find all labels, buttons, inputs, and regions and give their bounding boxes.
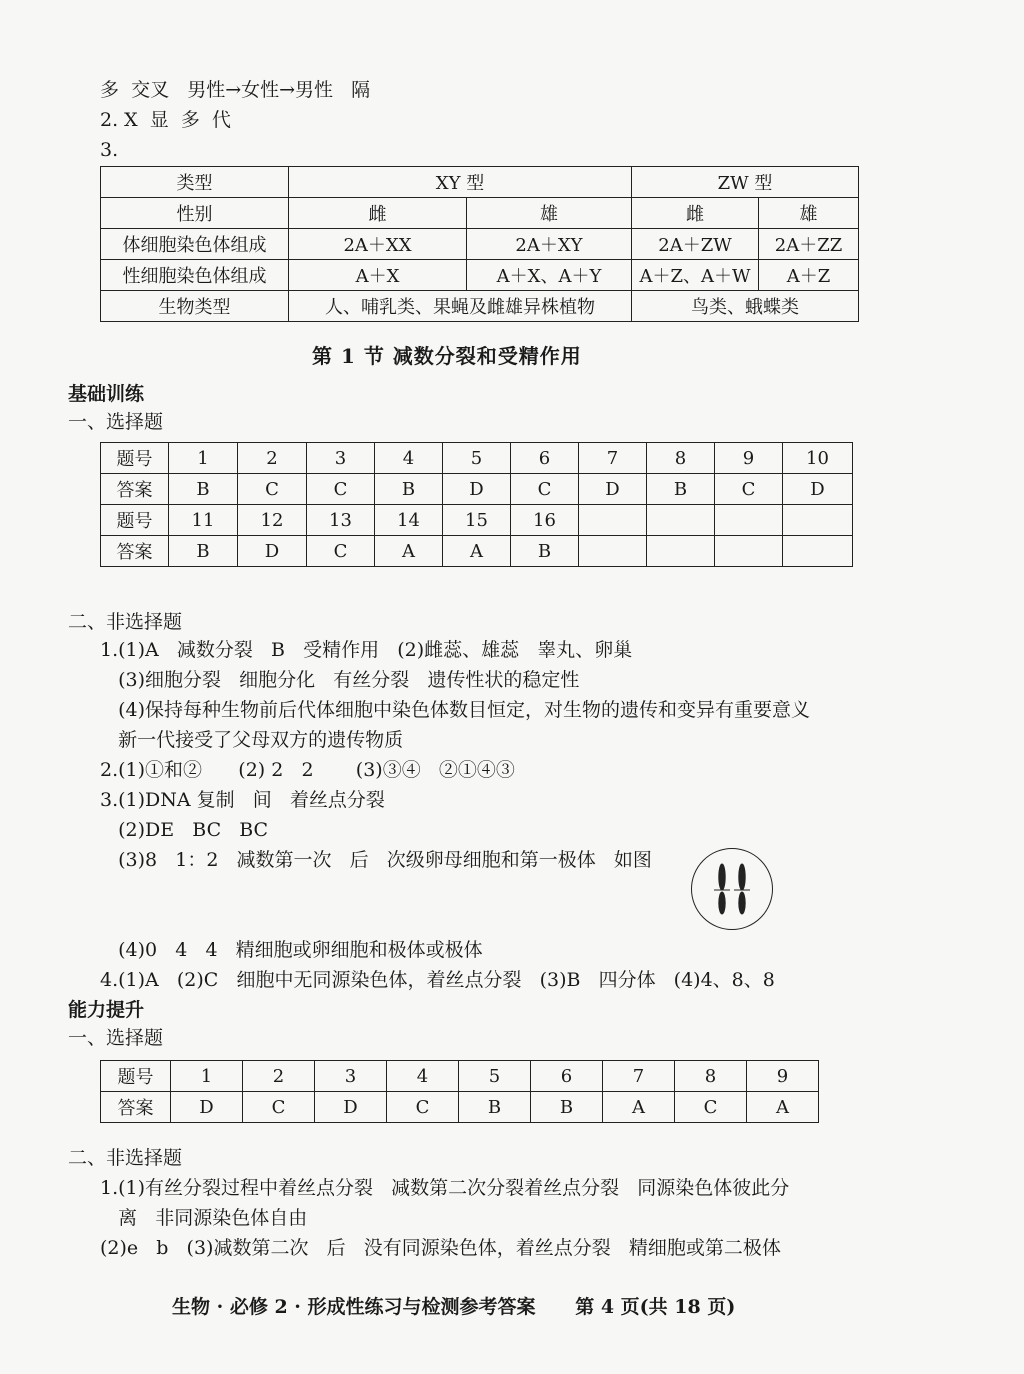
basic-answer-line: 新一代接受了父母双方的遗传物质 [100, 729, 404, 751]
table-cell [715, 505, 783, 536]
basic-answer-line: 4.(1)A (2)C 细胞中无同源染色体，着丝点分裂 (3)B 四分体 (4)4、8、8 [100, 969, 775, 991]
basic-answer-line: (4)0 4 4 精细胞或卵细胞和极体或极体 [100, 939, 483, 961]
table-cell: C [307, 536, 375, 567]
table-cell: 8 [647, 443, 715, 474]
table-cell: 体细胞染色体组成 [101, 229, 289, 260]
table-cell: 性别 [101, 198, 289, 229]
table-row [101, 474, 853, 505]
table-cell: 1 [171, 1061, 243, 1092]
intro-line-1: 多 交叉 男性→女性→男性 隔 [100, 79, 371, 101]
table-cell: 6 [511, 443, 579, 474]
table-cell: A [747, 1092, 819, 1123]
table-cell: 生物类型 [101, 291, 289, 322]
basic-answer-line: 1.(1)A 减数分裂 B 受精作用 (2)雌蕊、雄蕊 睾丸、卵巢 [100, 639, 633, 661]
table-cell: 答案 [101, 536, 169, 567]
table-cell: 题号 [101, 1061, 171, 1092]
table-cell: B [169, 536, 238, 567]
table-cell: C [511, 474, 579, 505]
basic-heading: 基础训练 [68, 383, 145, 405]
table-cell: ZW 型 [632, 167, 859, 198]
advanced-heading: 能力提升 [68, 999, 145, 1021]
basic-choice-table [100, 442, 853, 567]
basic-answer-line: (2)DE BC BC [100, 819, 269, 841]
table-cell: 1 [169, 443, 238, 474]
table-cell: A＋Z、A＋W [632, 260, 759, 291]
table-cell: 雌 [632, 198, 759, 229]
table-cell: 2A＋XY [467, 229, 632, 260]
advanced-answer-line: (2)e b (3)减数第二次 后 没有同源染色体，着丝点分裂 精细胞或第二极体 [100, 1237, 781, 1259]
table-cell: C [243, 1092, 315, 1123]
table-cell: D [443, 474, 511, 505]
table-cell: 15 [443, 505, 511, 536]
table-cell: A [603, 1092, 675, 1123]
table-cell: 2A＋XX [289, 229, 467, 260]
table-cell: 类型 [101, 167, 289, 198]
table-cell: A＋Z [759, 260, 859, 291]
table-cell: B [647, 474, 715, 505]
table-cell: 16 [511, 505, 579, 536]
table-cell: C [675, 1092, 747, 1123]
table-cell: 答案 [101, 1092, 171, 1123]
table-cell: D [579, 474, 647, 505]
basic-nonchoice-heading: 二、非选择题 [68, 611, 183, 633]
table-cell: 11 [169, 505, 238, 536]
table-cell: 题号 [101, 505, 169, 536]
table-cell: XY 型 [289, 167, 632, 198]
table-cell: 答案 [101, 474, 169, 505]
cell-diagram [691, 848, 773, 930]
table-cell: C [715, 474, 783, 505]
table-cell: 5 [443, 443, 511, 474]
table-cell: B [511, 536, 579, 567]
table-cell [647, 536, 715, 567]
table-cell: A＋X、A＋Y [467, 260, 632, 291]
table-cell: 12 [238, 505, 307, 536]
basic-answer-line: 3.(1)DNA 复制 间 着丝点分裂 [100, 789, 385, 811]
table-row [101, 1061, 819, 1092]
table-cell: B [169, 474, 238, 505]
basic-answer-line: 2.(1)①和② (2) 2 2 (3)③④ ②①④③ [100, 759, 515, 781]
table-cell: 雌 [289, 198, 467, 229]
table-cell: 3 [307, 443, 375, 474]
table-cell: 10 [783, 443, 853, 474]
advanced-choice-table [100, 1060, 819, 1123]
advanced-choice-heading: 一、选择题 [68, 1027, 164, 1049]
table-cell [715, 536, 783, 567]
table-cell [579, 505, 647, 536]
table-cell: 题号 [101, 443, 169, 474]
table-cell: B [375, 474, 443, 505]
advanced-nonchoice-heading: 二、非选择题 [68, 1147, 183, 1169]
advanced-answer-line: 1.(1)有丝分裂过程中着丝点分裂 减数第二次分裂着丝点分裂 同源染色体彼此分 [100, 1177, 790, 1199]
table-cell: 雄 [467, 198, 632, 229]
table-cell: 2A＋ZW [632, 229, 759, 260]
basic-choice-heading: 一、选择题 [68, 411, 164, 433]
table-cell: C [307, 474, 375, 505]
intro-line-2: 2. X 显 多 代 [100, 109, 231, 131]
table-cell: 8 [675, 1061, 747, 1092]
table-cell: 人、哺乳类、果蝇及雌雄异株植物 [289, 291, 632, 322]
table-row [101, 536, 853, 567]
table-cell: A [443, 536, 511, 567]
table-cell: B [531, 1092, 603, 1123]
table-cell: 5 [459, 1061, 531, 1092]
table-cell: 14 [375, 505, 443, 536]
table-cell: A [375, 536, 443, 567]
table-cell [579, 536, 647, 567]
table-cell: D [783, 474, 853, 505]
table-cell: 7 [603, 1061, 675, 1092]
basic-answer-line: (4)保持每种生物前后代体细胞中染色体数目恒定，对生物的遗传和变异有重要意义 [100, 699, 811, 721]
table-cell: 3 [315, 1061, 387, 1092]
table-cell: 4 [387, 1061, 459, 1092]
table-cell: 性细胞染色体组成 [101, 260, 289, 291]
table-cell: 2 [243, 1061, 315, 1092]
advanced-answer-line: 离 非同源染色体自由 [100, 1207, 308, 1229]
table-row [101, 505, 853, 536]
table-cell: 9 [715, 443, 783, 474]
table-cell: 4 [375, 443, 443, 474]
table-cell: A＋X [289, 260, 467, 291]
table-cell [783, 505, 853, 536]
basic-answer-line: (3)细胞分裂 细胞分化 有丝分裂 遗传性状的稳定性 [100, 669, 580, 691]
table-cell: D [315, 1092, 387, 1123]
table-cell: 2 [238, 443, 307, 474]
table-cell: 13 [307, 505, 375, 536]
table-cell [647, 505, 715, 536]
page-footer: 生物 · 必修 2 · 形成性练习与检测参考答案 第 4 页(共 18 页) [172, 1296, 736, 1318]
table-cell: D [238, 536, 307, 567]
table-cell [783, 536, 853, 567]
table-cell: C [238, 474, 307, 505]
table-cell: 6 [531, 1061, 603, 1092]
intro-line-3: 3. [100, 139, 119, 161]
table-row [101, 1092, 819, 1123]
table-cell: 雄 [759, 198, 859, 229]
table-cell: 2A＋ZZ [759, 229, 859, 260]
sex-determination-table [100, 166, 859, 322]
table-row [101, 443, 853, 474]
table-cell: C [387, 1092, 459, 1123]
section-title: 第 1 节 减数分裂和受精作用 [312, 344, 582, 368]
table-cell: 7 [579, 443, 647, 474]
basic-answer-line: (3)8 1：2 减数第一次 后 次级卵母细胞和第一极体 如图 [100, 849, 652, 871]
table-cell: D [171, 1092, 243, 1123]
chromosome-figure [692, 849, 772, 929]
table-cell: B [459, 1092, 531, 1123]
table-cell: 9 [747, 1061, 819, 1092]
table-cell: 鸟类、蛾蝶类 [632, 291, 859, 322]
